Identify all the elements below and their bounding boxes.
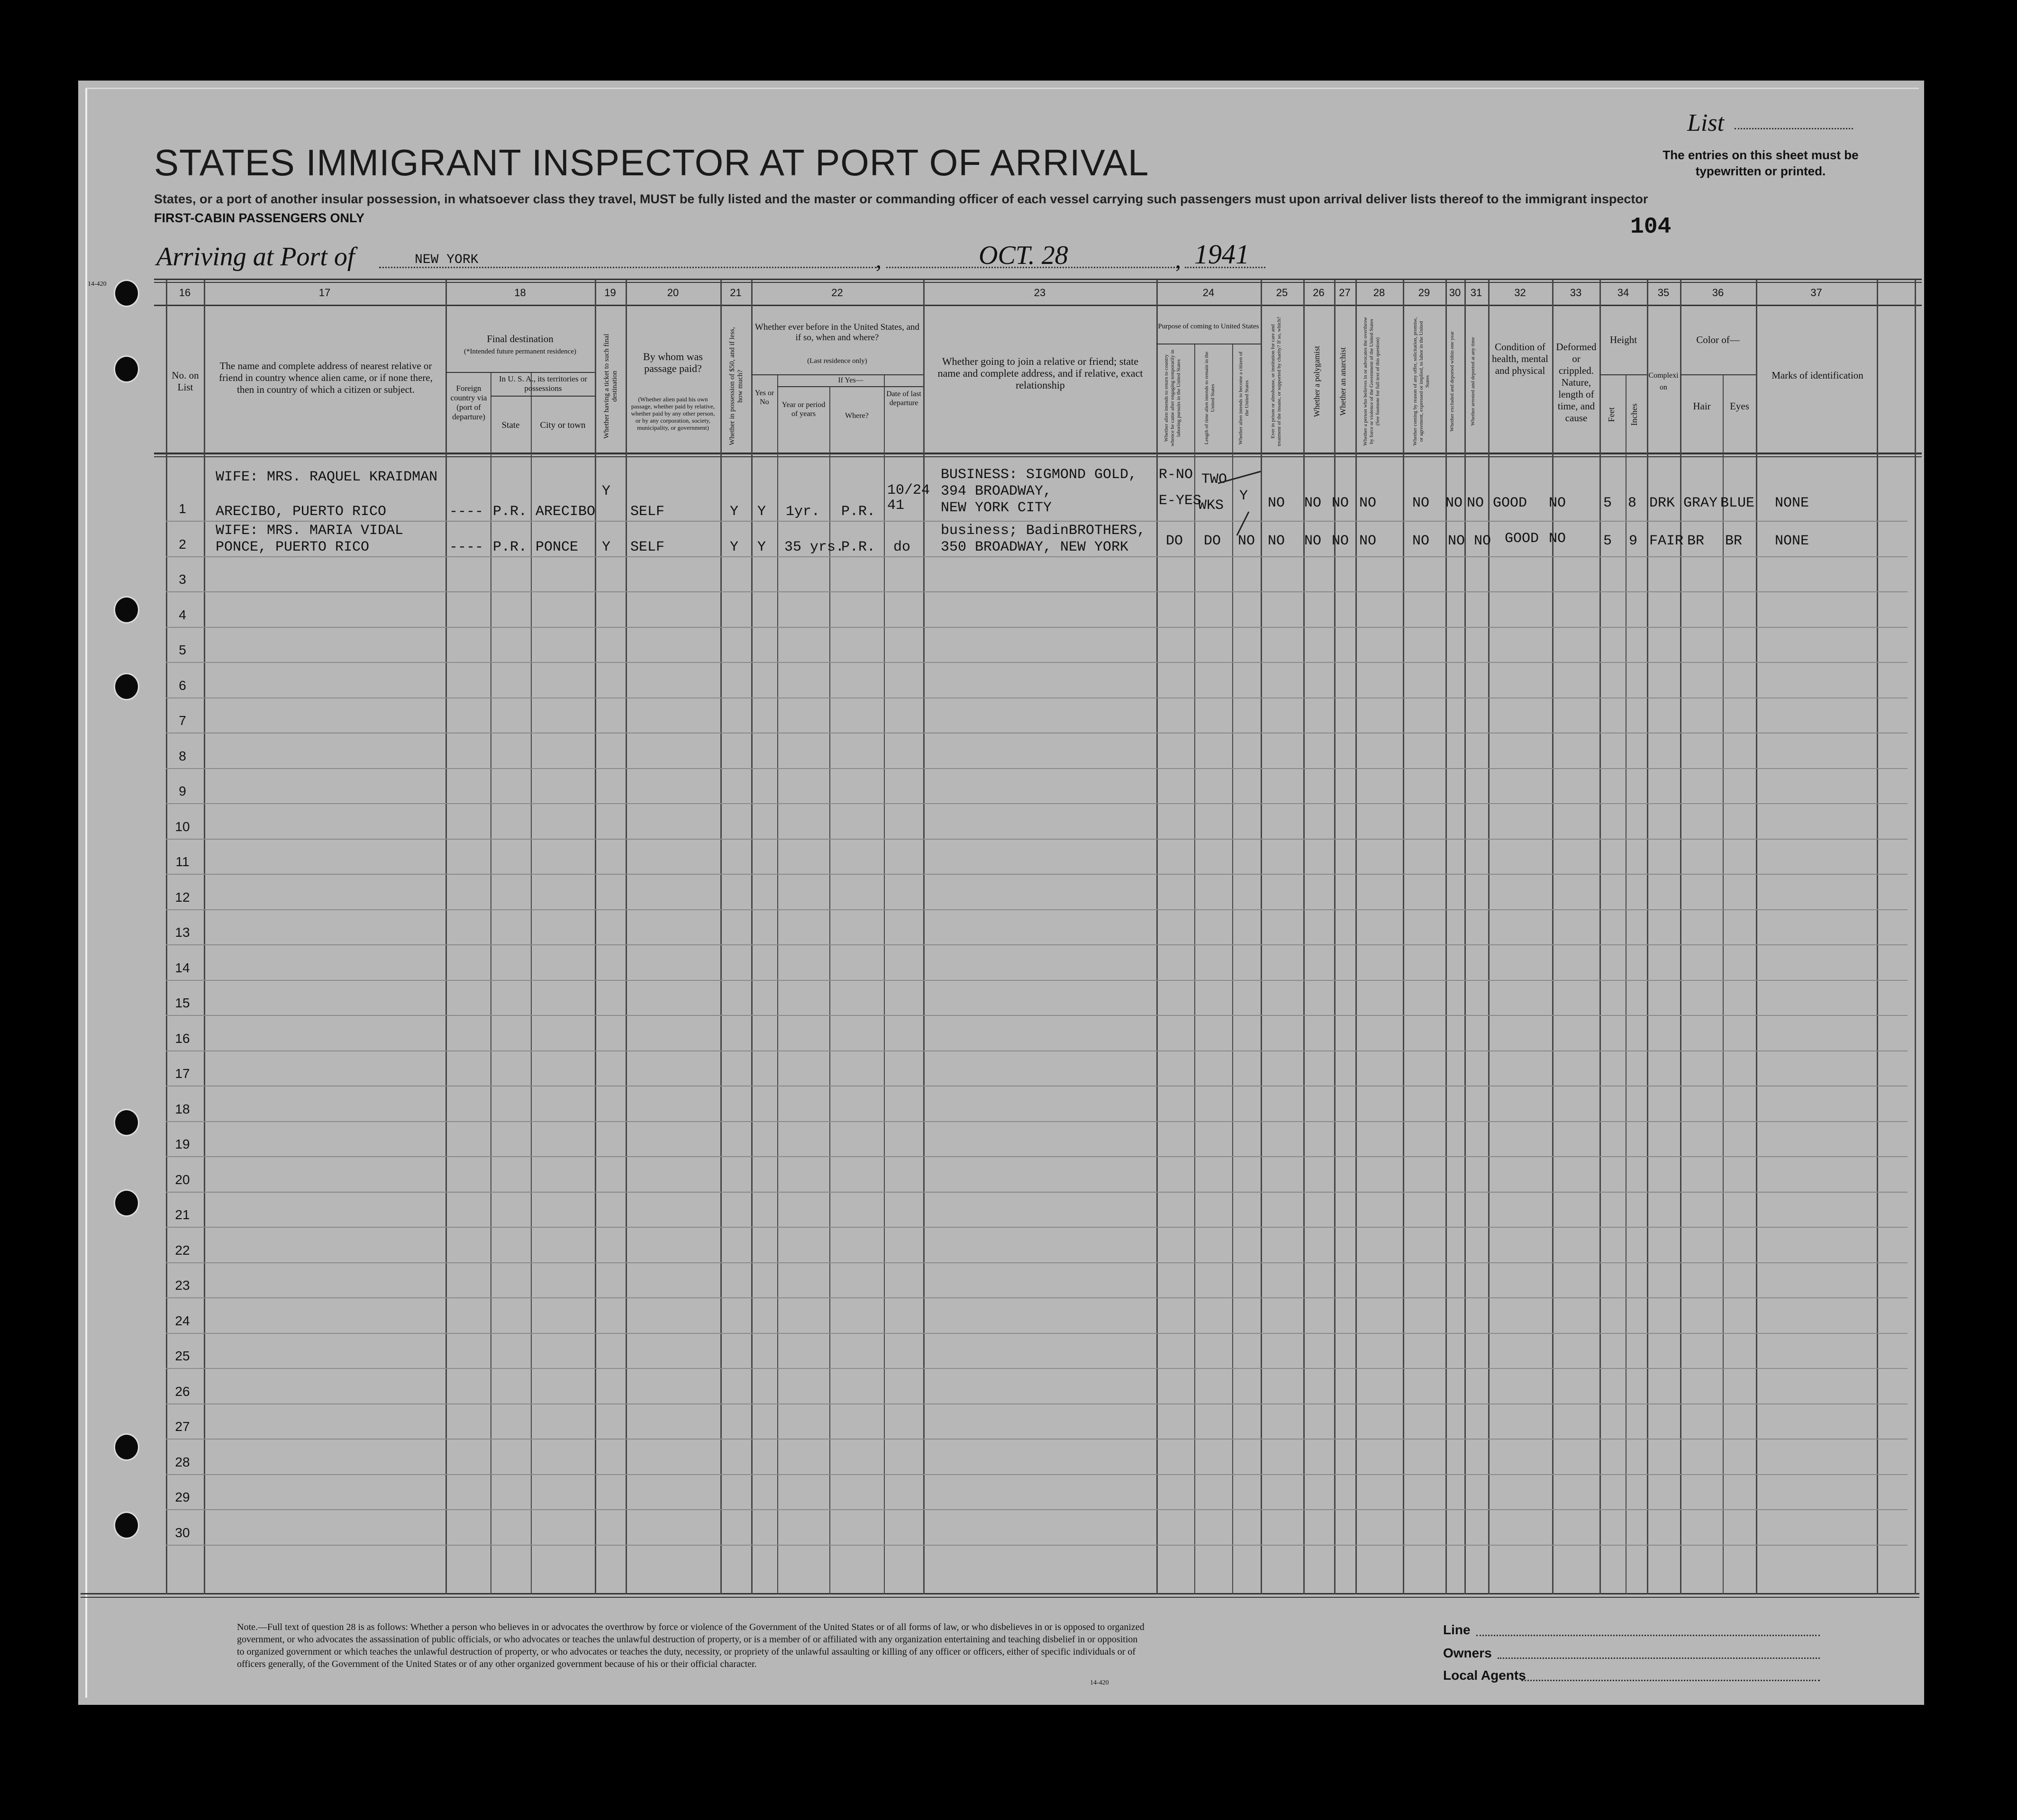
check-mark-icon bbox=[1213, 469, 1270, 540]
header-city: City or town bbox=[540, 420, 586, 430]
header-q30: Whether excluded and deported within one year bbox=[1449, 331, 1455, 432]
row2-prison: NO bbox=[1268, 533, 1285, 549]
row-rule bbox=[166, 1297, 1908, 1298]
row2-ticket: Y bbox=[602, 539, 611, 555]
header-final-destination-sub: (*Intended future permanent residence) bbox=[464, 348, 576, 355]
row1-purpose-a1: R-NO bbox=[1159, 467, 1193, 483]
header-passage-paid: By whom was passage paid? bbox=[643, 351, 703, 374]
row1-join-line2: 394 BROADWAY, bbox=[941, 483, 1052, 499]
header-possession-50: Whether in possession of $50, and if less, how much? bbox=[728, 327, 744, 445]
row-rule bbox=[166, 1227, 1908, 1228]
subhdr-rule bbox=[777, 386, 923, 387]
row1-join-line3: NEW YORK CITY bbox=[941, 500, 1052, 516]
col-rule bbox=[720, 280, 722, 1594]
header-height: Height bbox=[1609, 334, 1637, 345]
col-rule bbox=[1647, 280, 1648, 1594]
row2-last-departure: do bbox=[893, 539, 911, 555]
footer-form-number: 14-420 bbox=[1090, 1679, 1109, 1686]
row-number: 29 bbox=[175, 1490, 190, 1504]
header-where: Where? bbox=[845, 412, 869, 420]
colnum-30: 30 bbox=[1449, 287, 1461, 299]
row1-inches: 8 bbox=[1628, 495, 1637, 511]
col-rule bbox=[1194, 344, 1195, 1594]
sheet-edge bbox=[85, 88, 1919, 1698]
row2-polygamist: NO bbox=[1304, 533, 1322, 549]
row1-feet: 5 bbox=[1603, 495, 1612, 511]
header-purpose-citizen: Whether alien intends to become a citizen of the United States bbox=[1238, 351, 1250, 445]
list-number-line bbox=[1735, 128, 1853, 129]
header-state: State bbox=[501, 420, 520, 430]
row2-complexion: FAIR bbox=[1649, 533, 1684, 549]
header-hair: Hair bbox=[1693, 400, 1711, 412]
row-rule bbox=[166, 521, 1908, 522]
page-title: STATES IMMIGRANT INSPECTOR AT PORT OF ARRIVAL bbox=[154, 142, 1149, 183]
row-rule bbox=[166, 980, 1908, 981]
header-foreign-country: Foreign country via (port of departure) bbox=[450, 384, 487, 421]
row-rule bbox=[166, 839, 1908, 840]
row-number: 22 bbox=[175, 1242, 190, 1258]
row1-paid-by: SELF bbox=[630, 504, 665, 520]
row2-period: 35 yrs. bbox=[784, 539, 845, 555]
header-if-yes: If Yes— bbox=[838, 376, 863, 384]
row2-purpose-a1: DO bbox=[1166, 533, 1183, 549]
row-rule bbox=[166, 909, 1908, 910]
punch-hole bbox=[114, 1512, 139, 1539]
row1-city: ARECIBO bbox=[536, 504, 596, 520]
header-relative: The name and complete address of nearest relative or friend in country whence alien came, or if none there, then in country of which a citizen or subject. bbox=[219, 360, 433, 395]
colnum-20: 20 bbox=[667, 287, 679, 299]
row2-state: P.R. bbox=[493, 539, 527, 555]
row1-hair: GRAY bbox=[1683, 495, 1718, 511]
colnum-27: 27 bbox=[1339, 287, 1351, 299]
row-number: 21 bbox=[175, 1207, 190, 1222]
colnum-29: 29 bbox=[1418, 287, 1430, 299]
row-number: 18 bbox=[175, 1101, 190, 1116]
header-color: Color of— bbox=[1696, 334, 1740, 345]
row2-join-line2: 350 BROADWAY, NEW YORK bbox=[941, 539, 1129, 555]
comma: , bbox=[1175, 248, 1181, 273]
row2-join-line1: business; BadinBROTHERS, bbox=[941, 523, 1146, 539]
header-q28: Whether a person who believes in or advocates the overthrow by force or violence of the Government of the United States (See footnote for full text of this question) bbox=[1363, 317, 1381, 446]
row-number: 7 bbox=[179, 713, 186, 728]
row-number: 24 bbox=[175, 1313, 190, 1328]
subhdr-rule bbox=[445, 372, 595, 373]
row1-complexion: DRK bbox=[1649, 495, 1675, 511]
col-rule bbox=[777, 374, 778, 1594]
col-rule bbox=[626, 280, 627, 1594]
col-rule bbox=[884, 374, 885, 1594]
punch-hole bbox=[114, 1109, 139, 1136]
subhdr-rule bbox=[1599, 374, 1647, 375]
row-number: 3 bbox=[179, 572, 186, 587]
col-rule bbox=[204, 280, 205, 1594]
row-number: 30 bbox=[175, 1525, 190, 1540]
header-q31: Whether arrested and deported at any time bbox=[1470, 337, 1476, 426]
row2-feet: 5 bbox=[1603, 533, 1612, 549]
row2-q29: NO bbox=[1412, 533, 1430, 549]
arrival-date: OCT. 28 bbox=[979, 241, 1068, 270]
colnum-19: 19 bbox=[604, 287, 616, 299]
row2-marks: NONE bbox=[1775, 533, 1809, 549]
row1-anarchist: NO bbox=[1332, 495, 1349, 511]
row-rule bbox=[166, 768, 1908, 769]
row1-q29: NO bbox=[1412, 495, 1430, 511]
header-marks: Marks of identification bbox=[1772, 370, 1863, 381]
punch-hole bbox=[114, 1433, 139, 1461]
row1-deformed: NO bbox=[1549, 495, 1566, 511]
header-anarchist: Whether an anarchist bbox=[1338, 347, 1347, 416]
header-ever-before: Whether ever before in the United States, and if so, when and where? bbox=[754, 322, 920, 343]
row-number: 4 bbox=[179, 607, 186, 622]
header-last-departure: Date of last departure bbox=[886, 390, 921, 407]
row1-q28: NO bbox=[1359, 495, 1377, 511]
row2-anarchist: NO bbox=[1332, 533, 1349, 549]
row-rule bbox=[166, 662, 1908, 663]
row-rule bbox=[166, 627, 1908, 628]
row2-foreign: ---- bbox=[449, 539, 484, 555]
row1-relative-line2: ARECIBO, PUERTO RICO bbox=[216, 504, 387, 520]
row1-marks: NONE bbox=[1775, 495, 1809, 511]
header-bottom-rule bbox=[154, 456, 1922, 457]
row-number: 2 bbox=[179, 536, 186, 552]
header-final-destination: Final destination bbox=[487, 333, 554, 344]
row-number: 16 bbox=[175, 1031, 190, 1046]
row-rule bbox=[166, 1474, 1908, 1475]
colnum-18: 18 bbox=[514, 287, 526, 299]
row-rule bbox=[166, 1403, 1908, 1404]
row2-relative-line2: PONCE, PUERTO RICO bbox=[216, 539, 370, 555]
row1-eyes: BLUE bbox=[1720, 495, 1755, 511]
header-inches: Inches bbox=[1629, 403, 1639, 426]
header-ticket: Whether having a ticket to such final destination bbox=[603, 334, 618, 439]
header-q29: Whether coming by reason of any offer, solicitation, promise, or agreement, expressed or implied, to labor in the United States bbox=[1412, 317, 1430, 446]
table-top-rule bbox=[154, 282, 1922, 283]
row1-stay-1: TWO bbox=[1201, 471, 1227, 488]
table-top-rule bbox=[154, 279, 1922, 280]
row-number: 12 bbox=[175, 889, 190, 905]
agents-label: Local Agents bbox=[1443, 1668, 1526, 1683]
colnum-33: 33 bbox=[1570, 287, 1582, 299]
row-rule bbox=[166, 1262, 1908, 1263]
row-number: 15 bbox=[175, 996, 190, 1010]
row-number: 6 bbox=[179, 678, 186, 693]
colnum-rule bbox=[154, 305, 1922, 306]
row-number: 13 bbox=[175, 925, 190, 940]
row-rule bbox=[166, 556, 1908, 557]
col-rule bbox=[1723, 374, 1724, 1594]
owners-field bbox=[1498, 1657, 1820, 1659]
col-rule bbox=[595, 280, 596, 1594]
punch-hole bbox=[114, 280, 139, 307]
row1-prison: NO bbox=[1268, 495, 1285, 511]
header-in-usa: In U. S. A., its territories or possessions bbox=[499, 374, 588, 393]
typewritten-note: The entries on this sheet must be typewritten or printed. bbox=[1663, 148, 1859, 178]
line-label: Line bbox=[1443, 1622, 1471, 1637]
subhdr-rule bbox=[1680, 374, 1756, 375]
row1-where: P.R. bbox=[841, 504, 876, 520]
header-prison: Ever in prison or almshouse, or institution for care and treatment of the insane, or supported by charity? If so, which? bbox=[1270, 317, 1282, 446]
col-rule bbox=[1877, 280, 1878, 1594]
header-join-relative: Whether going to join a relative or friend; state name and complete address, and if relative, exact relationship bbox=[937, 355, 1143, 391]
row1-citizen: Y bbox=[1239, 488, 1248, 504]
col-rule bbox=[1680, 280, 1681, 1594]
row-number: 27 bbox=[175, 1419, 190, 1434]
colnum-32: 32 bbox=[1514, 287, 1526, 299]
form-number: 14-420 bbox=[88, 281, 107, 288]
header-yes-no: Yes or No bbox=[754, 389, 774, 406]
row2-eyes: BR bbox=[1725, 533, 1743, 549]
row-rule bbox=[166, 1192, 1908, 1193]
row1-has-50: Y bbox=[730, 504, 739, 520]
header-purpose-return: Whether alien intends to return to country whence he came after engaging temporarily in laboring pursuits in the United States bbox=[1163, 350, 1181, 447]
header-purpose-length: Length of time alien intends to remain in the United States bbox=[1204, 351, 1216, 445]
row2-city: PONCE bbox=[536, 539, 579, 555]
row2-before-us: Y bbox=[757, 539, 766, 555]
colnum-34: 34 bbox=[1617, 287, 1629, 299]
owners-label: Owners bbox=[1443, 1646, 1492, 1660]
col-rule bbox=[751, 280, 753, 1594]
subhdr-rule bbox=[491, 396, 595, 397]
row1-last-departure-2: 41 bbox=[887, 498, 905, 514]
row1-period: 1yr. bbox=[786, 504, 820, 520]
arriving-label: Arriving at Port of bbox=[156, 242, 355, 272]
arrival-year: 1941 bbox=[1194, 239, 1249, 270]
col-rule bbox=[1445, 280, 1447, 1594]
col-rule bbox=[445, 280, 447, 1594]
row-rule bbox=[166, 1156, 1908, 1157]
colnum-22: 22 bbox=[831, 287, 843, 299]
list-label: List bbox=[1687, 109, 1725, 136]
row-number: 19 bbox=[175, 1137, 190, 1151]
row1-health: GOOD bbox=[1493, 495, 1527, 511]
col-rule bbox=[1303, 280, 1305, 1594]
col-rule bbox=[1756, 280, 1757, 1594]
colnum-17: 17 bbox=[318, 287, 331, 299]
row-number: 20 bbox=[175, 1172, 190, 1187]
header-ever-before-sub: (Last residence only) bbox=[807, 357, 867, 365]
header-passage-paid-sub: (Whether alien paid his own passage, whether paid by relative, whether paid by any other person, or by any corporation, society, municipality, or government) bbox=[631, 396, 715, 431]
colnum-23: 23 bbox=[1034, 287, 1046, 299]
row-number: 17 bbox=[175, 1066, 190, 1081]
cabin-note: FIRST-CABIN PASSENGERS ONLY bbox=[154, 211, 365, 225]
row1-stay-2: WKS bbox=[1198, 498, 1224, 514]
header-deformed: Deformed or crippled. Nature, length of time, and cause bbox=[1556, 341, 1597, 424]
row2-has-50: Y bbox=[730, 539, 739, 555]
col-rule bbox=[1403, 280, 1404, 1594]
row1-foreign: ---- bbox=[449, 504, 484, 520]
port-value: NEW YORK bbox=[415, 253, 479, 267]
punch-hole bbox=[114, 596, 139, 624]
row-number: 11 bbox=[175, 854, 190, 869]
col-rule bbox=[1334, 280, 1336, 1594]
row2-q30: NO bbox=[1448, 533, 1465, 549]
table-bottom-rule bbox=[81, 1597, 1919, 1598]
col-rule bbox=[1488, 280, 1490, 1594]
row1-purpose-a2: E-YES bbox=[1159, 493, 1202, 509]
sheet-number: 104 bbox=[1630, 214, 1672, 240]
colnum-21: 21 bbox=[730, 287, 742, 299]
row2-paid-by: SELF bbox=[630, 539, 665, 555]
row2-deformed: NO bbox=[1549, 531, 1566, 547]
row-rule bbox=[166, 1545, 1908, 1546]
row2-q28: NO bbox=[1359, 533, 1377, 549]
colnum-25: 25 bbox=[1276, 287, 1288, 299]
row1-ticket: Y bbox=[602, 483, 611, 499]
col-rule bbox=[531, 372, 532, 1594]
header-period: Year or period of years bbox=[781, 401, 826, 418]
col-rule bbox=[1915, 280, 1916, 1594]
col-rule bbox=[829, 386, 830, 1594]
colnum-31: 31 bbox=[1470, 287, 1482, 299]
row-rule bbox=[166, 944, 1908, 945]
table-bottom-rule bbox=[81, 1593, 1919, 1594]
header-polygamist: Whether a polygamist bbox=[1312, 345, 1321, 417]
colnum-28: 28 bbox=[1373, 287, 1385, 299]
col-rule bbox=[1552, 280, 1554, 1594]
row1-before-us: Y bbox=[757, 504, 766, 520]
row-rule bbox=[166, 1086, 1908, 1087]
colnum-16: 16 bbox=[179, 287, 191, 299]
comma: , bbox=[876, 248, 881, 273]
row-rule bbox=[166, 1333, 1908, 1334]
row-rule bbox=[166, 874, 1908, 875]
row2-where: P.R. bbox=[841, 539, 876, 555]
row-number: 28 bbox=[175, 1454, 190, 1469]
header-no-on-list: No. on List bbox=[172, 370, 199, 393]
row-number: 14 bbox=[175, 960, 190, 975]
row1-q30: NO bbox=[1445, 495, 1463, 511]
row-number: 26 bbox=[175, 1384, 190, 1399]
header-health: Condition of health, mental and physical bbox=[1492, 341, 1548, 376]
line-field bbox=[1476, 1635, 1820, 1636]
row2-citizen: NO bbox=[1238, 533, 1255, 549]
row-rule bbox=[166, 803, 1908, 804]
col-rule bbox=[1156, 280, 1158, 1594]
row1-last-departure-1: 10/24 bbox=[887, 482, 930, 498]
row-number: 23 bbox=[175, 1278, 190, 1293]
col-rule bbox=[1464, 280, 1466, 1594]
row-rule bbox=[166, 1050, 1908, 1051]
header-purpose: Purpose of coming to United States bbox=[1158, 323, 1259, 330]
row-number: 10 bbox=[175, 819, 190, 834]
colnum-24: 24 bbox=[1202, 287, 1215, 299]
footer-note: Note.—Full text of question 28 is as follows: Whether a person who believes in or advocates the overthrow by force or violence of the Government of the United States or of all forms of law, or who disbelieves in or is opposed to organized government, or who advocates the assassination of public officials, or who advocates or teaches the unlawful destruction of property, or is a member of or affiliated with any organization entertaining and teaching disbelief in or opposition to organized government or which teaches the unlawful destruction of property, or who advocates or teaches the duty, necessity, or propriety of the unlawful assaulting or killing of any officer or officers, either of specific individuals or of officers generally, of the Government of the United States or of any other organized government because of his or their official character. bbox=[237, 1622, 1145, 1669]
row1-q31: NO bbox=[1467, 495, 1484, 511]
row2-inches: 9 bbox=[1629, 533, 1638, 549]
header-feet: Feet bbox=[1607, 407, 1616, 422]
row2-hair: BR bbox=[1687, 533, 1705, 549]
page-subtitle: States, or a port of another insular possession, in whatsoever class they travel, MUST be fully listed and the master or commanding officer of each vessel carrying such passengers must upon arrival deliver lists thereof to the immigrant inspector bbox=[154, 192, 1648, 206]
row-rule bbox=[166, 1509, 1908, 1510]
row-number: 9 bbox=[179, 784, 186, 798]
header-complexion: Complexion bbox=[1648, 371, 1679, 391]
punch-hole bbox=[114, 355, 139, 383]
col-rule bbox=[1599, 280, 1601, 1594]
punch-hole bbox=[114, 1189, 139, 1217]
agents-field bbox=[1521, 1680, 1820, 1681]
row-number: 8 bbox=[179, 748, 186, 763]
row2-stay-1: DO bbox=[1204, 533, 1221, 549]
row-number: 1 bbox=[179, 501, 186, 516]
row-rule bbox=[166, 1439, 1908, 1440]
row-rule bbox=[166, 1015, 1908, 1016]
colnum-37: 37 bbox=[1810, 287, 1822, 299]
col-rule bbox=[1355, 280, 1357, 1594]
row-rule bbox=[166, 1368, 1908, 1369]
colnum-36: 36 bbox=[1712, 287, 1724, 299]
row-rule bbox=[166, 591, 1908, 592]
row1-relative-line1: WIFE: MRS. RAQUEL KRAIDMAN bbox=[216, 469, 438, 485]
row-number: 25 bbox=[175, 1349, 190, 1363]
colnum-35: 35 bbox=[1657, 287, 1670, 299]
row2-relative-line1: WIFE: MRS. MARIA VIDAL bbox=[216, 523, 404, 539]
row-rule bbox=[166, 697, 1908, 698]
colnum-26: 26 bbox=[1313, 287, 1325, 299]
header-bottom-rule bbox=[154, 453, 1922, 454]
punch-hole bbox=[114, 673, 139, 700]
header-eyes: Eyes bbox=[1730, 400, 1749, 412]
row1-polygamist: NO bbox=[1304, 495, 1322, 511]
row1-state: P.R. bbox=[493, 504, 527, 520]
col-rule bbox=[923, 280, 925, 1594]
row2-q31: NO bbox=[1474, 533, 1491, 549]
row-rule bbox=[166, 1121, 1908, 1122]
row1-join-line1: BUSINESS: SIGMOND GOLD, bbox=[941, 467, 1137, 483]
row2-health: GOOD bbox=[1505, 531, 1539, 547]
row-number: 5 bbox=[179, 643, 186, 657]
